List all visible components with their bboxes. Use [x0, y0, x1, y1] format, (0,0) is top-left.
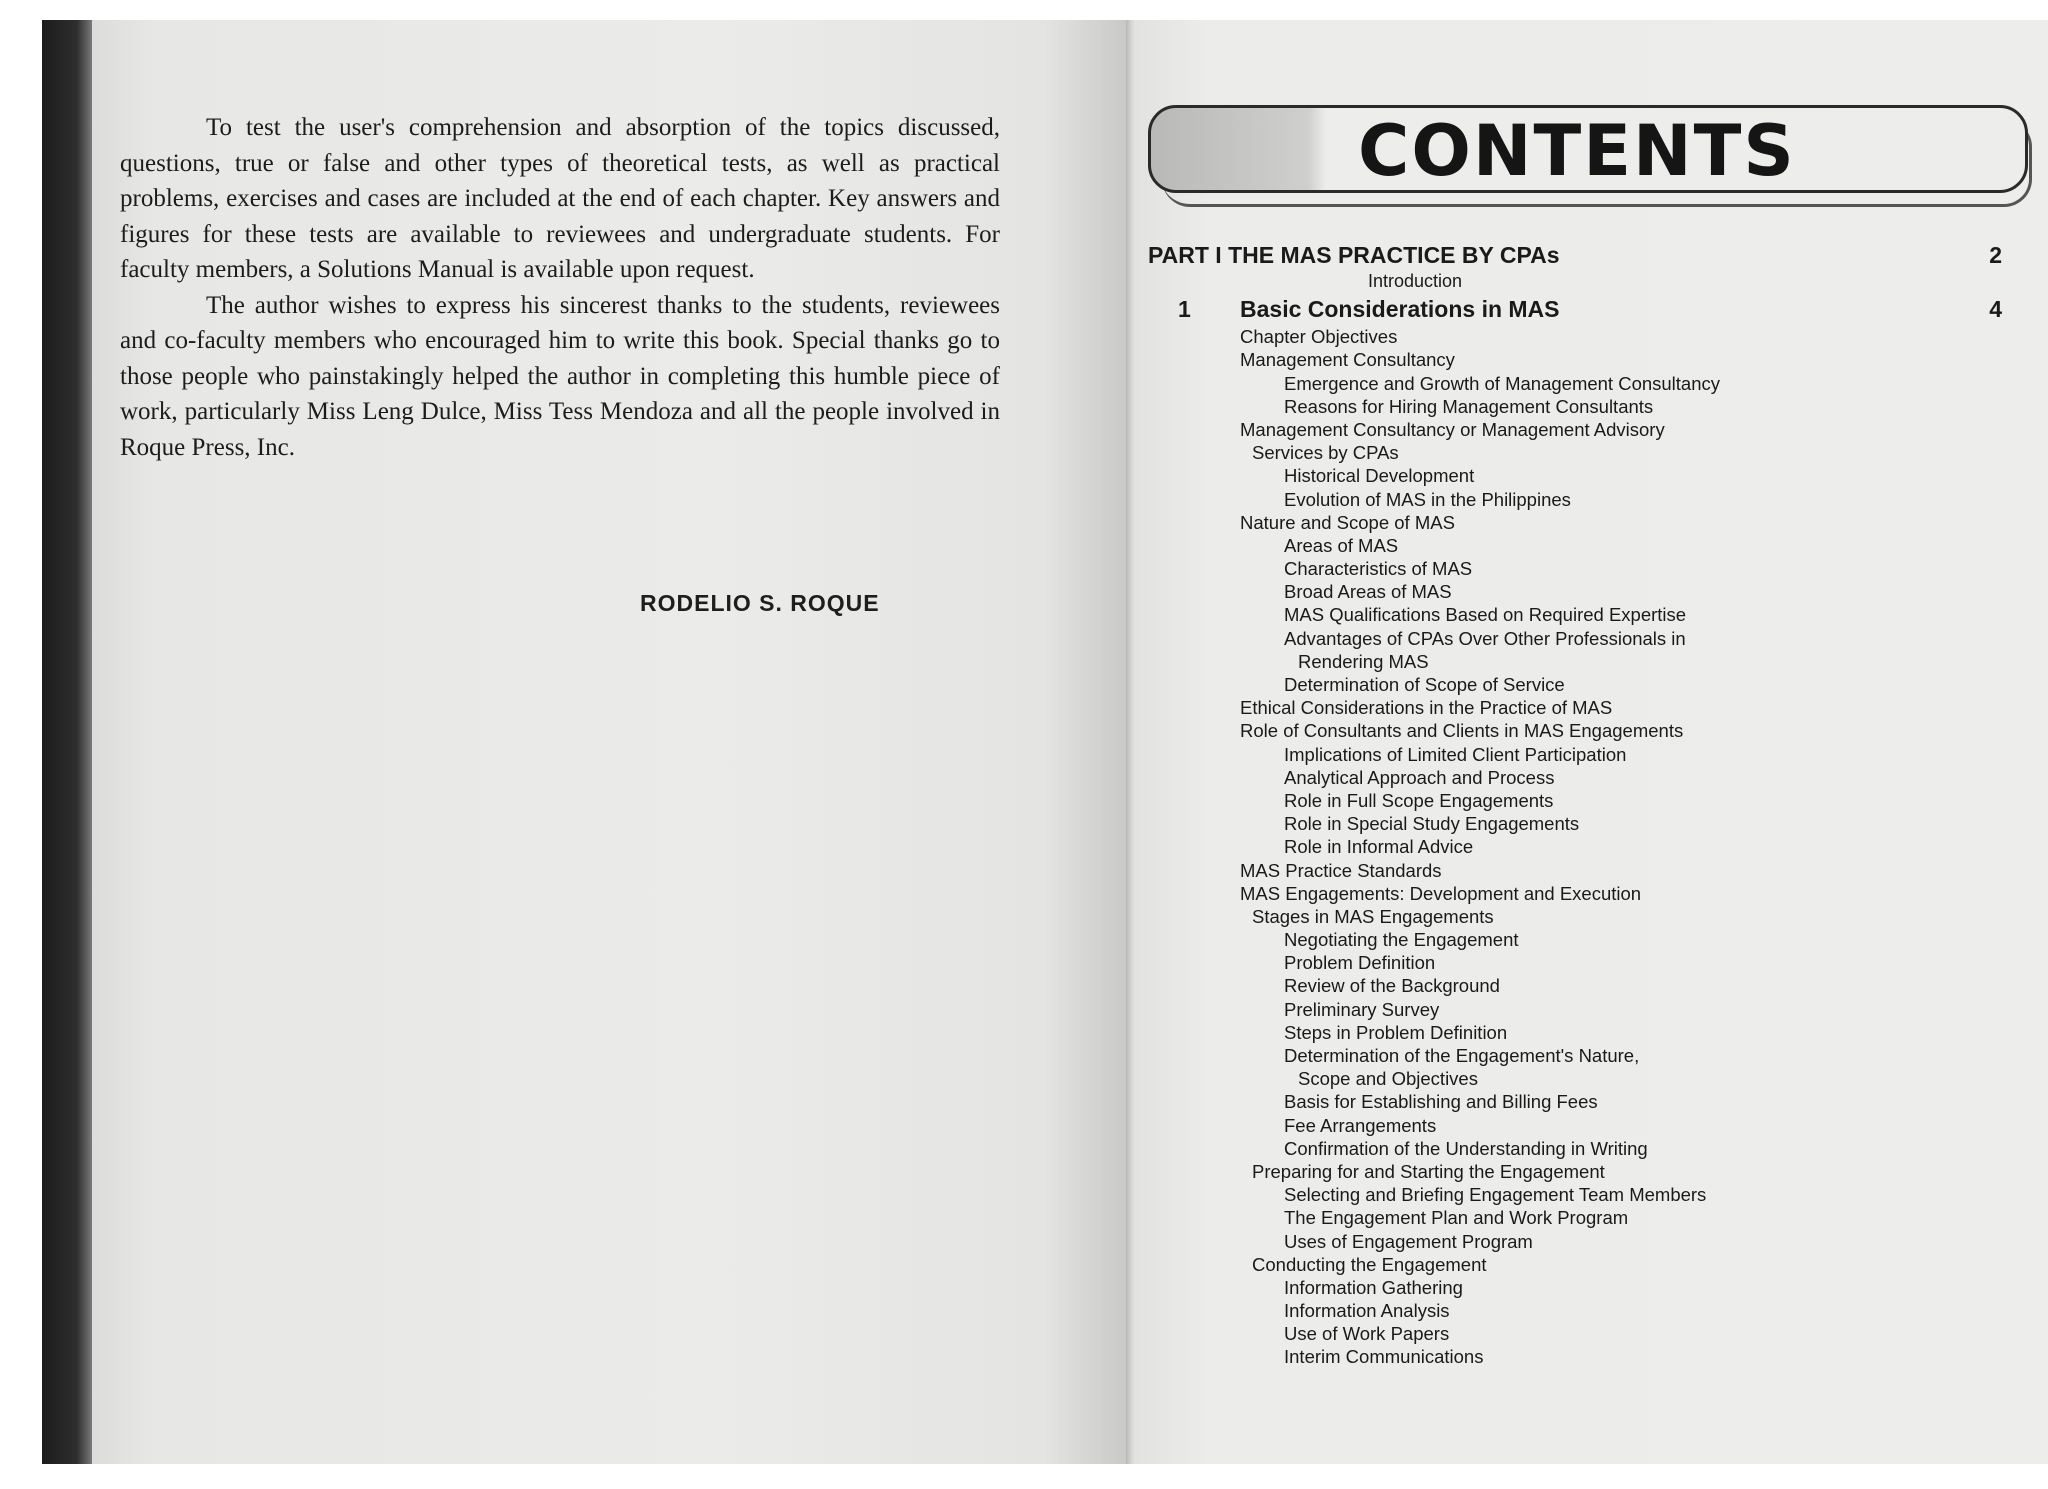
toc-item: Role in Special Study Engagements — [1284, 813, 1580, 835]
toc-item: Management Consultancy or Management Advisory — [1240, 418, 1665, 440]
toc-item: Characteristics of MAS — [1284, 558, 1473, 580]
toc-part-page: 2 — [1989, 242, 2002, 268]
toc-chapter-title: Basic Considerations in MAS — [1240, 296, 1560, 323]
toc-part-label: PART I THE MAS PRACTICE BY CPAs — [1148, 242, 1560, 268]
author-signature: RODELIO S. ROQUE — [640, 590, 880, 616]
toc-item: Analytical Approach and Process — [1284, 766, 1555, 788]
toc-item: Review of the Background — [1284, 975, 1500, 997]
toc-item: Negotiating the Engagement — [1284, 929, 1519, 951]
scanner-edge — [42, 20, 92, 1464]
toc-item: Role in Informal Advice — [1284, 836, 1474, 858]
toc-item: Information Analysis — [1284, 1300, 1450, 1322]
toc-item: Services by CPAs — [1252, 442, 1399, 464]
toc-item: Stages in MAS Engagements — [1252, 905, 1494, 927]
toc-item: Preliminary Survey — [1284, 998, 1440, 1020]
preface-text — [120, 110, 1000, 465]
toc-item: Fee Arrangements — [1284, 1114, 1437, 1136]
toc-item: Selecting and Briefing Engagement Team Members — [1284, 1184, 1707, 1206]
toc-item: Emergence and Growth of Management Consultancy — [1284, 372, 1721, 394]
toc-item: Implications of Limited Client Participation — [1284, 743, 1627, 765]
toc-item: Management Consultancy — [1240, 349, 1455, 371]
toc-item: Problem Definition — [1284, 952, 1436, 974]
toc-item: The Engagement Plan and Work Program — [1284, 1207, 1629, 1229]
toc-item: MAS Practice Standards — [1240, 859, 1442, 881]
toc-item: Advantages of CPAs Over Other Professionals in — [1284, 627, 1686, 649]
preface-paragraph-1: To test the user's comprehension and absorption of the topics discussed, questions, true or false and other types of theoretical tests, as well as practical problems, exercises and cases are included at the end of each chapter. Key answers and figures for these tests are available to reviewees and undergraduate students. For faculty members, a Solutions Manual is available upon request. — [120, 114, 1000, 283]
toc-item: Evolution of MAS in the Philippines — [1284, 488, 1571, 510]
toc-introduction: Introduction — [1368, 271, 1463, 291]
toc-item: Conducting the Engagement — [1252, 1253, 1487, 1275]
book-gutter — [1126, 20, 1136, 1464]
toc-part-1 — [1148, 240, 2028, 270]
toc-item: MAS Engagements: Development and Execution — [1240, 882, 1642, 904]
toc-item: Information Gathering — [1284, 1276, 1463, 1298]
toc-items — [1148, 325, 2028, 1368]
toc-item: Rendering MAS — [1298, 650, 1429, 672]
toc-item: Reasons for Hiring Management Consultants — [1284, 395, 1654, 417]
toc-item: Nature and Scope of MAS — [1240, 511, 1455, 533]
contents-heading: CONTENTS — [1358, 110, 1796, 192]
toc-item: Chapter Objectives — [1240, 326, 1398, 348]
toc-item: Use of Work Papers — [1284, 1323, 1450, 1345]
toc-item: Confirmation of the Understanding in Writing — [1284, 1137, 1648, 1159]
toc-chapter-1 — [1148, 293, 2028, 325]
toc-item: Interim Communications — [1284, 1346, 1484, 1368]
table-of-contents — [1148, 240, 2028, 1369]
toc-item: Historical Development — [1284, 465, 1475, 487]
toc-item: Uses of Engagement Program — [1284, 1230, 1533, 1252]
toc-item: Determination of the Engagement's Nature, — [1284, 1045, 1640, 1066]
contents-banner — [1148, 105, 2028, 213]
toc-item: Steps in Problem Definition — [1284, 1021, 1508, 1043]
toc-item: Broad Areas of MAS — [1284, 581, 1452, 603]
toc-item: Areas of MAS — [1284, 534, 1399, 556]
toc-item: Role of Consultants and Clients in MAS Engagements — [1240, 720, 1684, 742]
toc-item: MAS Qualifications Based on Required Expertise — [1284, 604, 1687, 626]
toc-item: Basis for Establishing and Billing Fees — [1284, 1091, 1598, 1113]
toc-chapter-number: 1 — [1178, 296, 1191, 323]
preface-paragraph-2: The author wishes to express his sincerest thanks to the students, reviewees and co-faculty members who encouraged him to write this book. Special thanks go to those people who painstakingly helped the author in completing this humble piece of work, particularly Miss Leng Dulce, Miss Tess Mendoza and all the people involved in Roque Press, Inc. — [120, 291, 1000, 461]
toc-item: Scope and Objectives — [1298, 1068, 1478, 1090]
toc-chapter-page: 4 — [1989, 296, 2002, 323]
toc-item: Role in Full Scope Engagements — [1284, 789, 1554, 811]
toc-item: Determination of Scope of Service — [1284, 674, 1565, 695]
toc-item: Ethical Considerations in the Practice of MAS — [1240, 697, 1613, 719]
toc-item: Preparing for and Starting the Engagement — [1252, 1160, 1605, 1182]
bleed-through-text — [180, 490, 1080, 675]
